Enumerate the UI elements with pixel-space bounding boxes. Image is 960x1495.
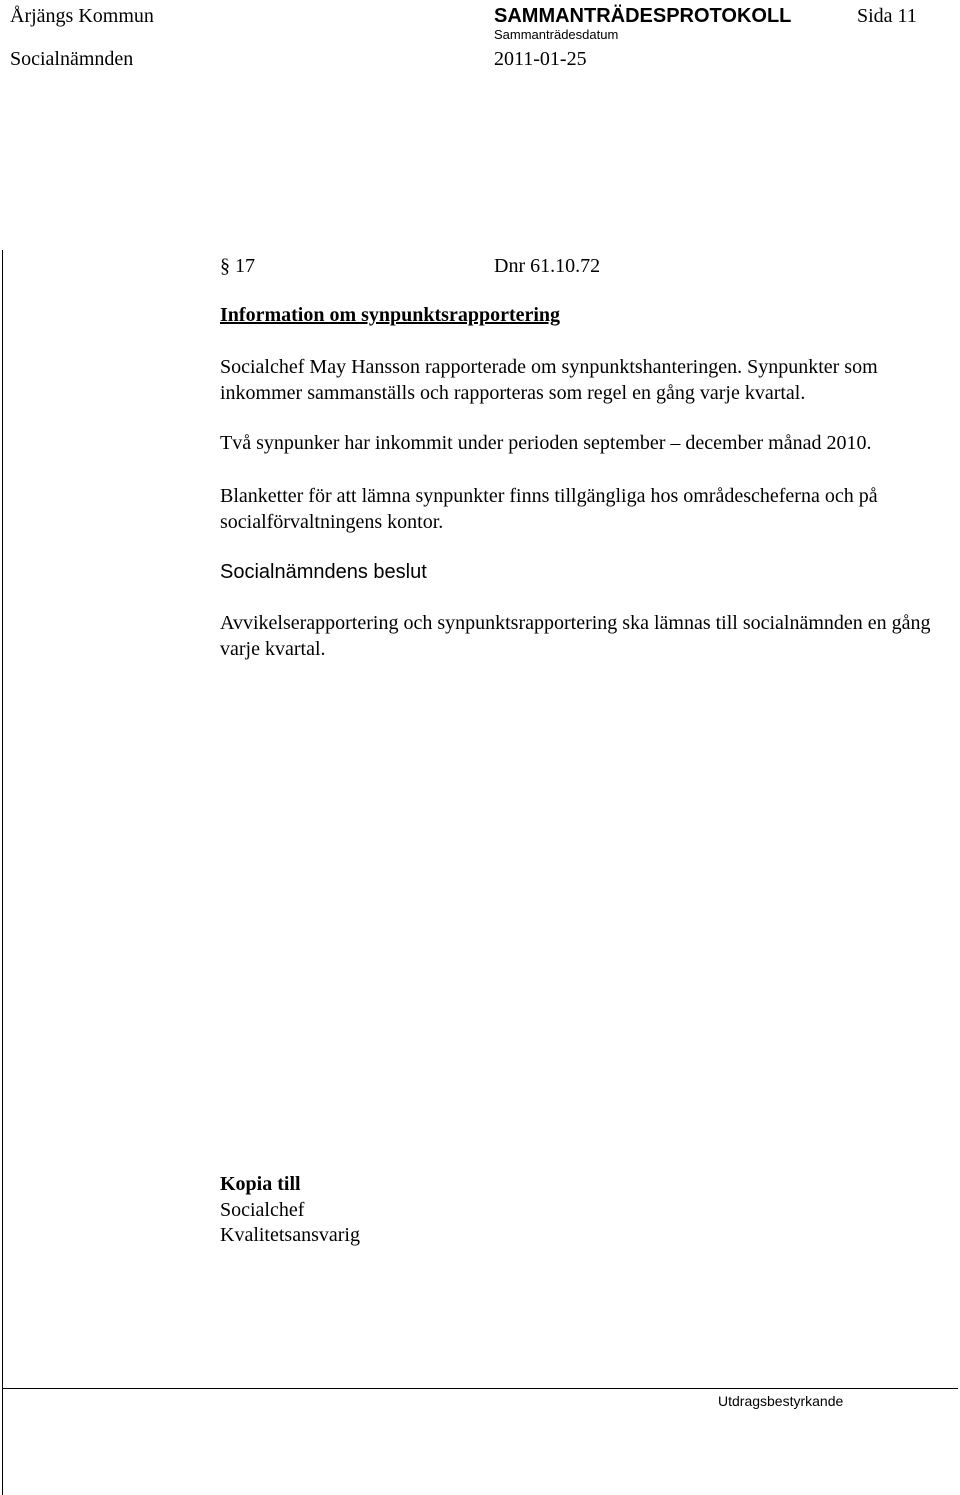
copy-recipient: Kvalitetsansvarig xyxy=(220,1224,360,1246)
diary-number: Dnr 61.10.72 xyxy=(494,255,601,277)
item-title: Information om synpunktsrapportering xyxy=(220,304,561,326)
municipality-name: Årjängs Kommun xyxy=(10,5,154,27)
paragraph-forms: Blanketter för att lämna synpunkter finns tillgängliga hos områdescheferna och på socialförvaltningens kontor. xyxy=(220,485,878,533)
decision-heading: Socialnämndens beslut xyxy=(220,561,427,583)
certification-label: Utdragsbestyrkande xyxy=(718,1393,844,1409)
page-number: Sida 11 xyxy=(857,5,917,27)
copy-heading: Kopia till xyxy=(220,1173,301,1195)
committee-name: Socialnämnden xyxy=(10,48,134,70)
copy-recipient: Socialchef xyxy=(220,1199,305,1221)
decision-text: Avvikelserapportering och synpunktsrapportering ska lämnas till socialnämnden en gång varje kvartal. xyxy=(220,612,931,660)
section-number: § 17 xyxy=(220,255,255,277)
paragraph-report: Socialchef May Hansson rapporterade om synpunktshanteringen. Synpunkter som inkommer sammanställs och rapporteras som regel en gång varje kvartal. xyxy=(220,356,878,404)
document-type: SAMMANTRÄDESPROTOKOLL xyxy=(494,5,792,27)
meeting-date: 2011-01-25 xyxy=(494,48,587,70)
paragraph-count: Två synpunker har inkommit under perioden september – december månad 2010. xyxy=(220,432,872,454)
meeting-date-label: Sammanträdesdatum xyxy=(494,27,619,42)
footer-divider-line xyxy=(2,1388,958,1389)
left-margin-line xyxy=(2,250,3,1495)
